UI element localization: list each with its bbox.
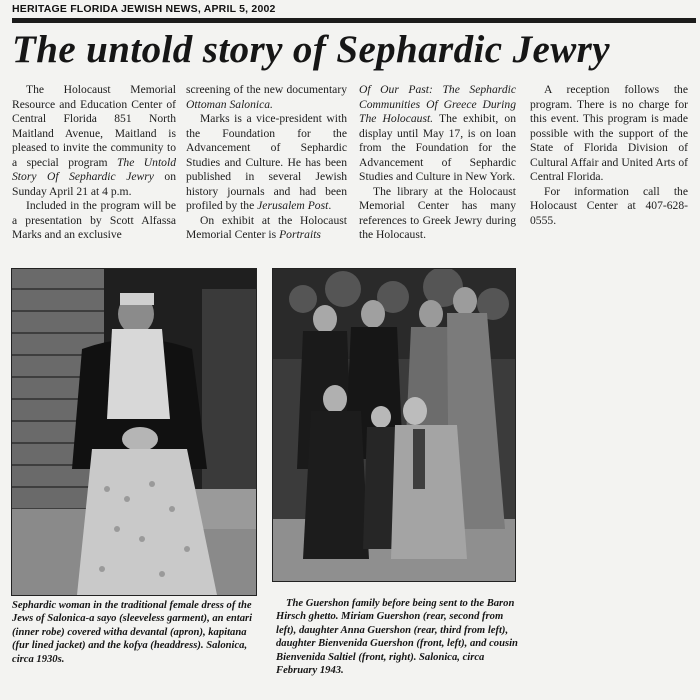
paragraph [186, 83, 347, 112]
photo-caption-family: The Guershon family before being sent to the Baron Hirsch ghetto. Miriam Guershon (rear, second from left), daughter Anna Guershon (rear, third from left), daughter Bienvenida Guershon (front, left), and cousin Bienvenida Saltiel (front, right). Salonica, circa February 1943. [276, 598, 518, 677]
paragraph [186, 112, 347, 214]
article-column-2 [186, 83, 347, 243]
article-column-3 [359, 83, 516, 243]
exhibit-title: Portraits [279, 228, 321, 241]
masthead-rule [12, 18, 696, 23]
paragraph-text: The exhibit, on display until May 17, is on loan from the Foundation for the Advancement of Sephardic Studies and Culture in New York. [359, 112, 516, 183]
paragraph: A reception follows the program. There is no charge for this event. This program is made possible with the support of the State of Florida Division of Cultural Affair and United Arts of Central Florida. [530, 83, 688, 183]
paragraph: Included in the program will be a presentation by Scott Alfassa Marks and an exclusive [12, 199, 176, 241]
paragraph [186, 214, 347, 243]
photo-sephardic-woman-image [12, 269, 256, 595]
program-title: The Untold Story Of Sephardic Jewry [12, 155, 176, 183]
paragraph [359, 83, 516, 185]
paragraph-text: on Sunday April 21 at 4 p.m. [12, 170, 176, 198]
film-title: Ottoman Salonica. [186, 97, 273, 111]
paragraph-text: The Holocaust Memorial Resource and Education Center of Central Florida 851 North Maitland Avenue, Maitland is pleased to invite the community to a special program [12, 83, 176, 169]
photo-sephardic-woman [11, 268, 257, 596]
article-column-4 [530, 83, 688, 228]
paragraph-text: Marks is a vice-president with the Foundation for the Advancement of Sephardic Studies and Culture. He has been published in several Jewish history journals and had been profiled by the [186, 112, 347, 212]
exhibit-title: Of Our Past: The Sephardic Communities Of Greece During The Holocaust. [359, 83, 516, 125]
photo-guershon-family-image [273, 269, 515, 581]
paragraph [12, 83, 176, 199]
headline: The untold story of Sephardic Jewry [12, 28, 610, 71]
article-column-1 [12, 83, 176, 243]
masthead: HERITAGE FLORIDA JEWISH NEWS, APRIL 5, 2002 [12, 3, 276, 15]
publication-name: Jerusalem Post [257, 199, 329, 212]
photo-caption-woman: Sephardic woman in the traditional female dress of the Jews of Salonica-a sayo (sleeveless garment), an entari (inner robe) covered witha devantal (apron), kapitana (fur lined jacket) and the kofya (headdress). Salonica, circa 1930s. [12, 600, 253, 665]
paragraph: For information call the Holocaust Center at 407-628-0555. [530, 184, 688, 227]
paragraph: The library at the Holocaust Memorial Center has many references to Greek Jewry during the Holocaust. [359, 184, 516, 241]
paragraph-text: On exhibit at the Holocaust Memorial Center is [186, 213, 347, 241]
photo-guershon-family [272, 268, 516, 582]
paragraph-text: . [328, 199, 332, 212]
paragraph-text: screening of the new documentary [186, 83, 347, 96]
